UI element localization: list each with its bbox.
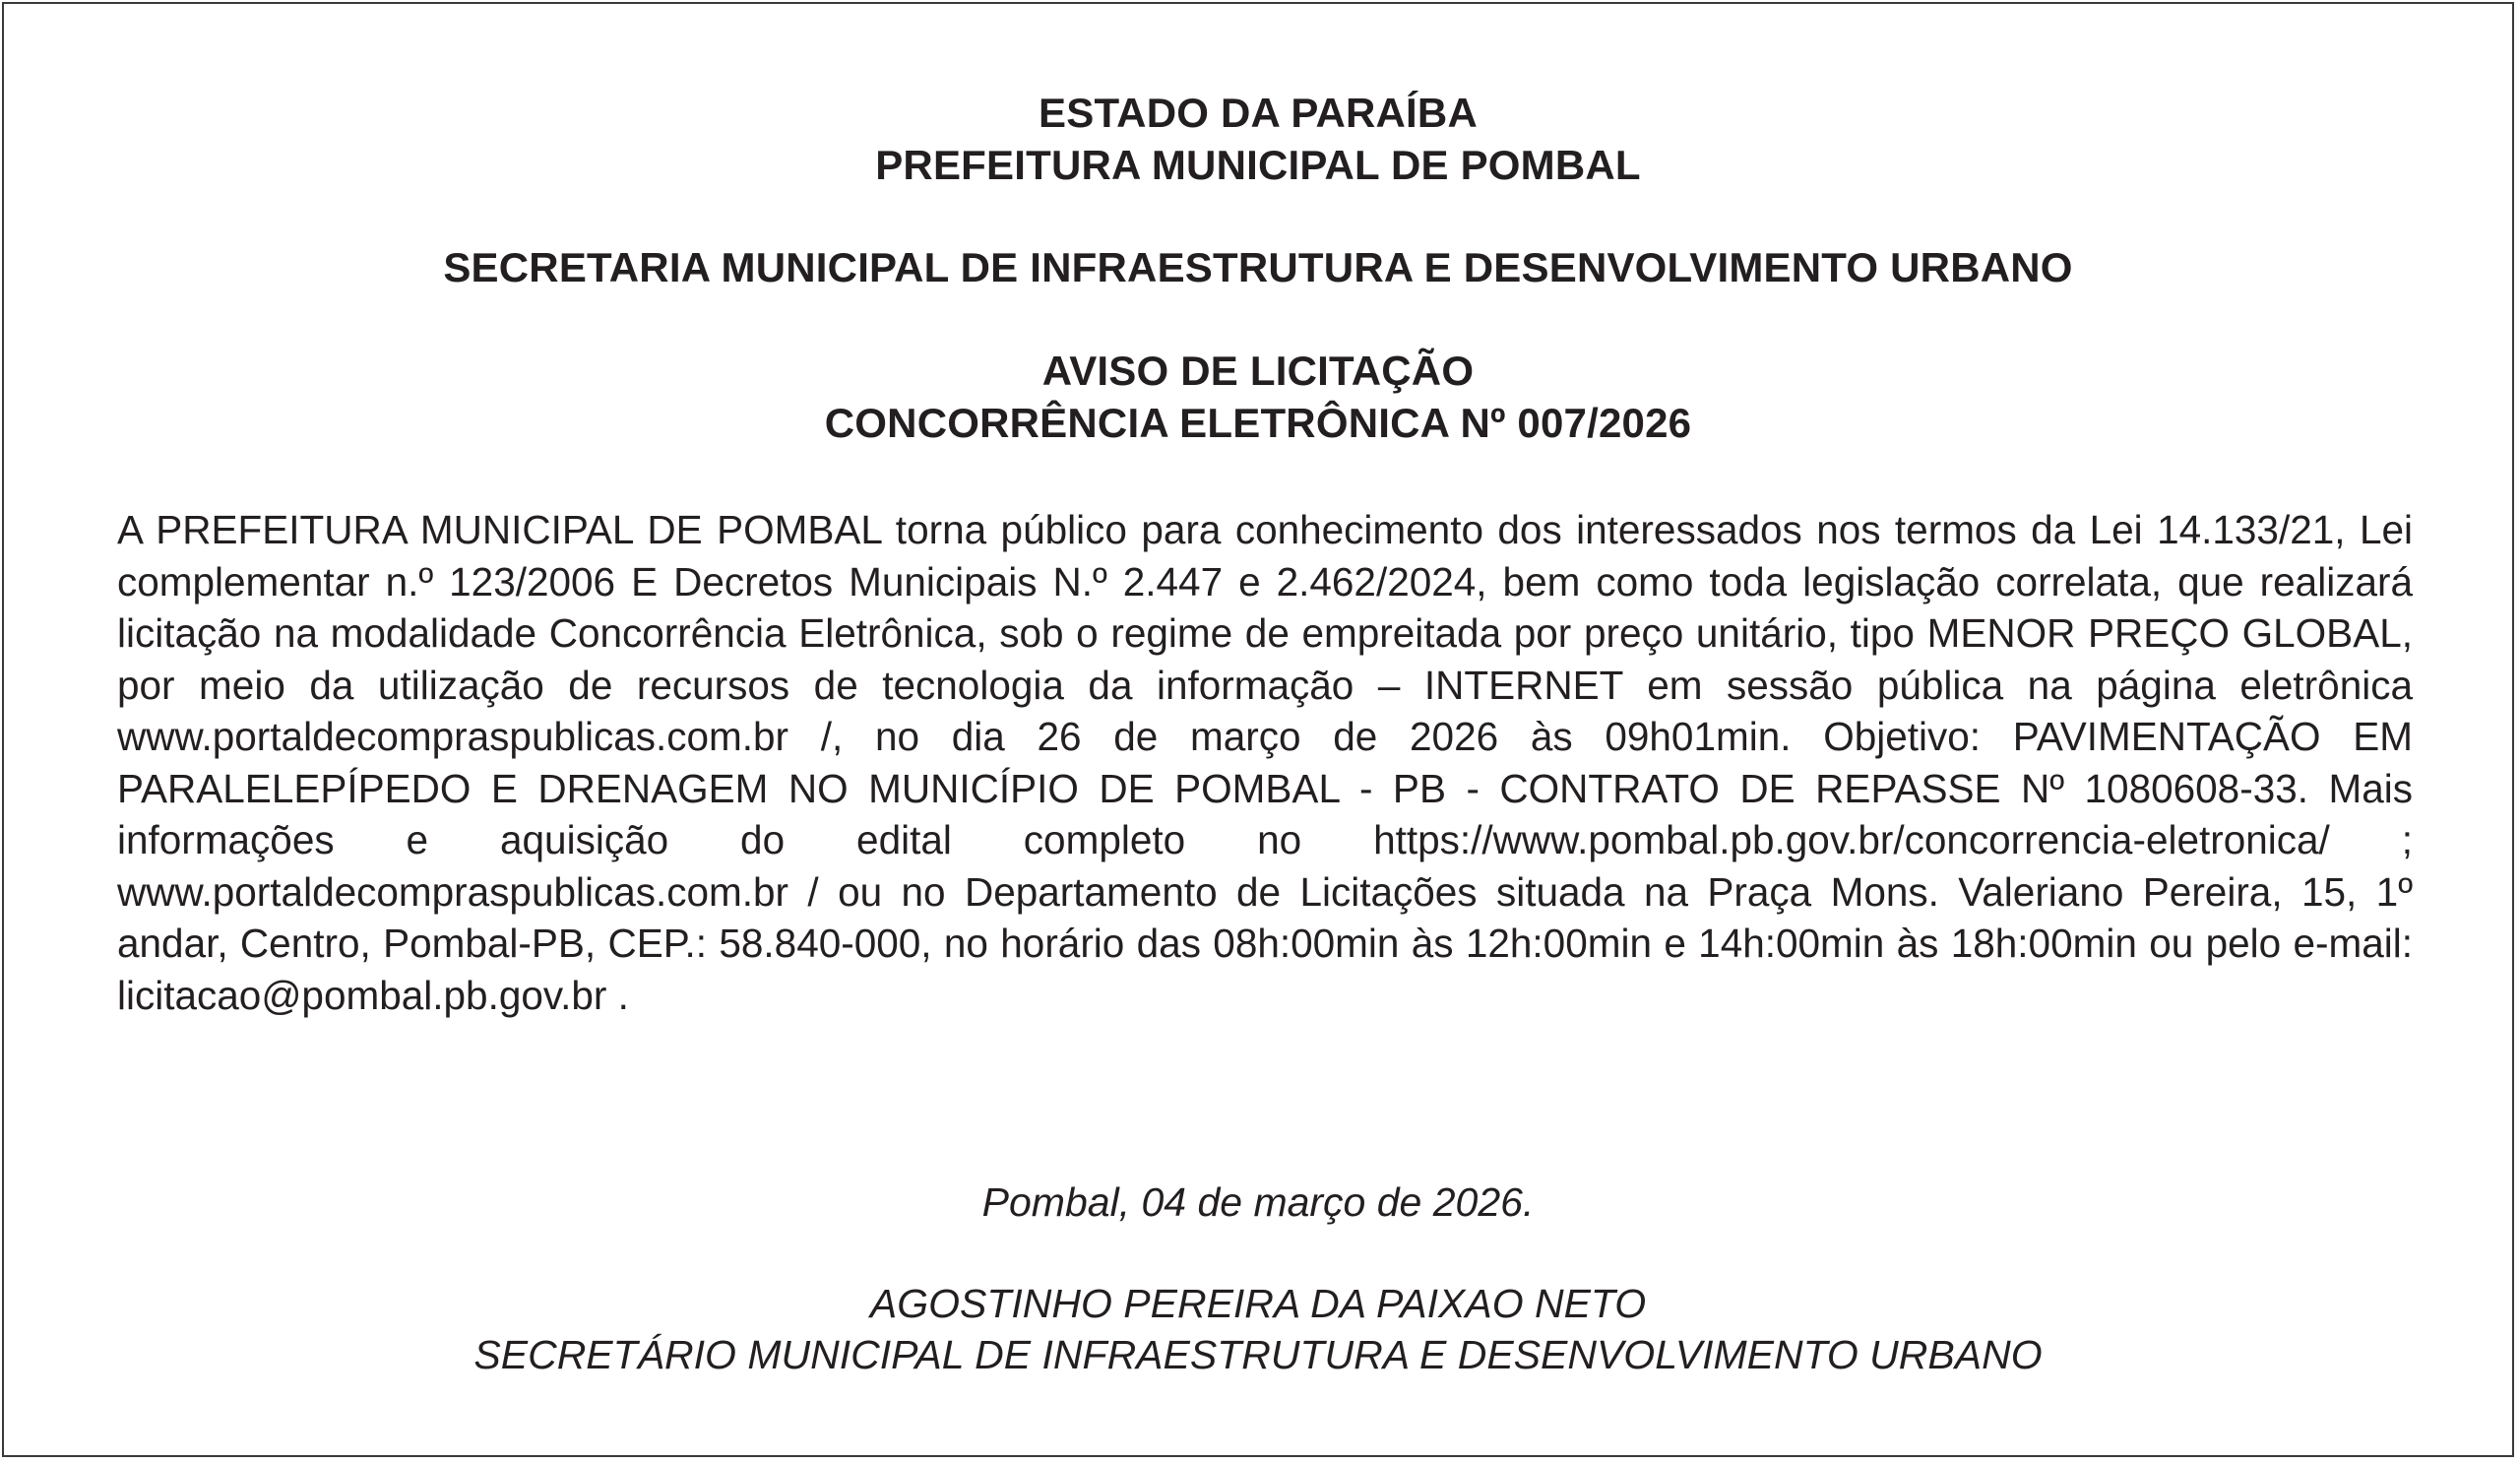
signature-date <box>4 1177 2512 1228</box>
notice-title: AVISO DE LICITAÇÃO <box>1041 348 1475 394</box>
state-name: ESTADO DA PARAÍBA <box>1039 90 1478 136</box>
notice-body-paragraph: A PREFEITURA MUNICIPAL DE POMBAL torna público para conhecimento dos interessados nos termos da Lei 14.133/21, Lei complementar n.º 123/2006 E Decretos Municipais N.º 2.447 e 2.462/2024, bem como toda legislação correlata, que realizará licitação na modalidade Concorrência Eletrônica, sob o regime de empreitada por preço unitário, tipo MENOR PREÇO GLOBAL, por meio da utilização de recursos de tecnologia da informação – INTERNET em sessão pública na página eletrônica www.portaldecompraspublicas.com.br /, no dia 26 de março de 2026 às 09h01min. Objetivo: PAVIMENTAÇÃO EM PARALELEPÍPEDO E DRENAGEM NO MUNICÍPIO DE POMBAL - PB - CONTRATO DE REPASSE Nº 1080608-33. Mais informações e aquisição do edital completo no https://www.pombal.pb.gov.br/concorrencia-eletronica/ ; www.portaldecompraspublicas.com.br / ou no Departamento de Licitações situada na Praça Mons. Valeriano Pereira, 15, 1º andar, Centro, Pombal-PB, CEP.: 58.840-000, no horário das 08h:00min às 12h:00min e 14h:00min às 18h:00min ou pelo e-mail: licitacao@pombal.pb.gov.br . <box>117 507 2413 1018</box>
issuer-header <box>4 87 2512 191</box>
prefeitura-name: PREFEITURA MUNICIPAL DE POMBAL <box>875 142 1641 188</box>
signatory-name: AGOSTINHO PEREIRA DA PAIXAO NETO <box>869 1281 1647 1326</box>
secretaria-name: SECRETARIA MUNICIPAL DE INFRAESTRUTURA E DESENVOLVIMENTO URBANO <box>443 244 2073 290</box>
notice-heading <box>4 345 2512 449</box>
signatory-title: SECRETÁRIO MUNICIPAL DE INFRAESTRUTURA E DESENVOLVIMENTO URBANO <box>473 1332 2043 1377</box>
department-header <box>4 241 2512 293</box>
place-and-date: Pombal, 04 de março de 2026. <box>981 1179 1535 1225</box>
signature-block <box>4 1278 2512 1380</box>
notice-number: CONCORRÊNCIA ELETRÔNICA Nº 007/2026 <box>824 400 1692 446</box>
bidding-notice <box>2 2 2514 1457</box>
